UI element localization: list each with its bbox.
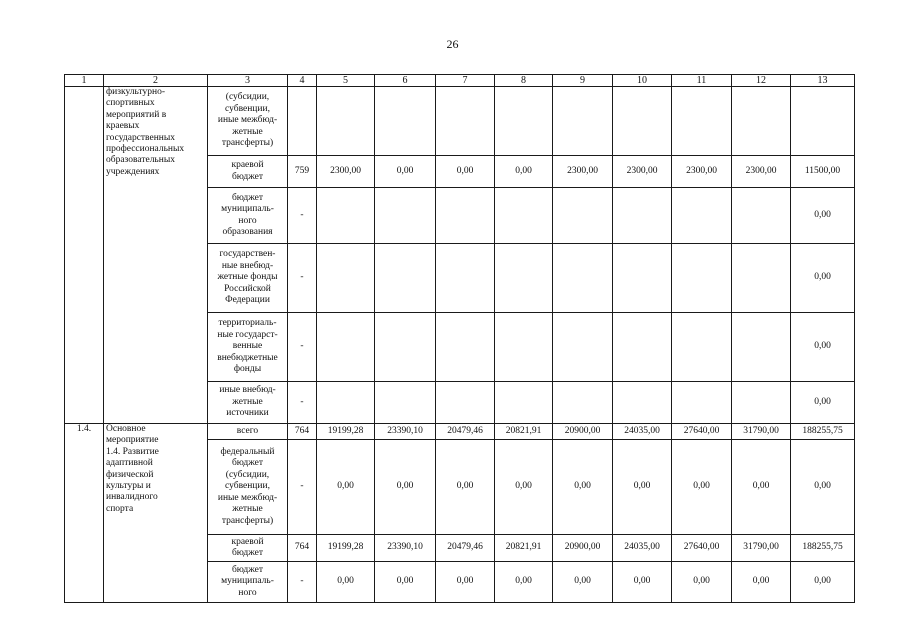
funding-source-line: краевой — [231, 160, 264, 171]
amount-cell — [495, 244, 553, 313]
amount-cell — [317, 313, 375, 382]
funding-source-line: трансферты) — [221, 138, 274, 149]
funding-source-line: всего — [236, 425, 259, 436]
measure-name-line: мероприятий в — [106, 109, 167, 120]
row-number: 1.4. — [65, 424, 104, 603]
budget-table — [64, 74, 855, 603]
amount-cell — [672, 313, 732, 382]
column-header: 1 — [65, 75, 104, 87]
funding-source-line: иные внебюд- — [219, 385, 276, 396]
amount-cell — [317, 87, 375, 156]
measure-name-line: мероприятие — [106, 435, 159, 446]
amount-cell: 0,00 — [495, 156, 553, 188]
funding-source-line: (субсидии, — [225, 469, 270, 480]
amount-cell: 0,00 — [613, 440, 672, 535]
amount-cell: 0,00 — [791, 313, 855, 382]
funding-source-line: источники — [226, 408, 269, 419]
funding-source — [208, 313, 288, 382]
grbs-code: 764 — [288, 424, 317, 440]
measure-name — [104, 424, 208, 603]
measure-name-line: физической — [106, 469, 154, 480]
amount-cell — [317, 244, 375, 313]
measure-name-line: 1.4. Развитие — [106, 446, 159, 457]
measure-name-line: культуры и — [106, 481, 151, 492]
funding-source — [208, 562, 288, 603]
column-header: 11 — [672, 75, 732, 87]
funding-source-line: Российской — [224, 283, 271, 294]
amount-cell — [791, 87, 855, 156]
funding-source-line: федеральный — [220, 447, 275, 458]
measure-name-line: профессиональных — [106, 144, 185, 155]
grbs-code: 764 — [288, 535, 317, 562]
amount-cell: 24035,00 — [613, 424, 672, 440]
column-header: 8 — [495, 75, 553, 87]
amount-cell — [613, 188, 672, 244]
amount-cell — [553, 188, 613, 244]
amount-cell — [495, 313, 553, 382]
measure-name-line: Основное — [106, 424, 146, 434]
funding-source-line: государствен- — [219, 249, 276, 260]
grbs-code: - — [288, 562, 317, 603]
funding-source-line: венные — [232, 341, 263, 352]
amount-cell — [672, 382, 732, 424]
amount-cell: 0,00 — [495, 562, 553, 603]
amount-cell: 2300,00 — [613, 156, 672, 188]
column-header: 12 — [732, 75, 791, 87]
amount-cell — [436, 244, 495, 313]
funding-source-line: трансферты) — [221, 515, 274, 526]
funding-source-line: бюджет — [231, 458, 264, 469]
amount-cell: 20821,91 — [495, 535, 553, 562]
column-header: 7 — [436, 75, 495, 87]
funding-source — [208, 424, 288, 440]
grbs-code: - — [288, 188, 317, 244]
amount-cell — [613, 244, 672, 313]
amount-cell: 0,00 — [495, 440, 553, 535]
amount-cell: 27640,00 — [672, 424, 732, 440]
amount-cell: 0,00 — [436, 156, 495, 188]
column-header: 2 — [104, 75, 208, 87]
funding-source-line: бюджет — [231, 564, 264, 575]
funding-source — [208, 156, 288, 188]
funding-source — [208, 382, 288, 424]
amount-cell — [375, 188, 436, 244]
amount-cell: 0,00 — [553, 440, 613, 535]
funding-source-line: иные межбюд- — [217, 115, 278, 126]
funding-source-line: жетные фонды — [217, 272, 278, 283]
amount-cell — [375, 87, 436, 156]
amount-cell: 188255,75 — [791, 535, 855, 562]
funding-source-line: муниципаль- — [221, 204, 274, 215]
amount-cell: 0,00 — [791, 562, 855, 603]
amount-cell: 0,00 — [791, 440, 855, 535]
amount-cell — [613, 87, 672, 156]
funding-source — [208, 440, 288, 535]
measure-name-line: спорта — [106, 503, 134, 514]
amount-cell: 0,00 — [791, 244, 855, 313]
amount-cell — [375, 313, 436, 382]
funding-source-line: ные государст- — [217, 329, 278, 340]
amount-cell — [375, 244, 436, 313]
amount-cell: 23390,10 — [375, 535, 436, 562]
amount-cell: 19199,28 — [317, 424, 375, 440]
amount-cell — [375, 382, 436, 424]
funding-source-line: бюджет — [231, 192, 264, 203]
amount-cell — [732, 313, 791, 382]
column-header: 13 — [791, 75, 855, 87]
funding-source-line: внебюджетные — [217, 352, 278, 363]
grbs-code: - — [288, 244, 317, 313]
funding-source-line: бюджет — [231, 548, 264, 558]
amount-cell — [672, 188, 732, 244]
grbs-code — [288, 87, 317, 156]
amount-cell: 20479,46 — [436, 535, 495, 562]
amount-cell — [553, 313, 613, 382]
measure-name-line: адаптивной — [106, 458, 153, 469]
funding-source — [208, 535, 288, 562]
measure-name-line: краевых — [106, 121, 140, 132]
funding-source-line: жетные — [232, 396, 263, 407]
amount-cell: 23390,10 — [375, 424, 436, 440]
amount-cell: 20821,91 — [495, 424, 553, 440]
amount-cell — [732, 382, 791, 424]
amount-cell — [613, 382, 672, 424]
amount-cell — [436, 382, 495, 424]
grbs-code: 759 — [288, 156, 317, 188]
measure-name — [104, 87, 208, 424]
amount-cell: 0,00 — [672, 440, 732, 535]
funding-source-line: иные межбюд- — [217, 492, 278, 503]
column-header: 4 — [288, 75, 317, 87]
amount-cell: 19199,28 — [317, 535, 375, 562]
amount-cell — [672, 87, 732, 156]
column-header: 10 — [613, 75, 672, 87]
funding-source — [208, 244, 288, 313]
amount-cell: 2300,00 — [732, 156, 791, 188]
amount-cell: 20900,00 — [553, 424, 613, 440]
amount-cell: 24035,00 — [613, 535, 672, 562]
column-header: 3 — [208, 75, 288, 87]
amount-cell — [495, 87, 553, 156]
amount-cell — [317, 382, 375, 424]
amount-cell: 188255,75 — [791, 424, 855, 440]
amount-cell — [436, 313, 495, 382]
measure-name-line: образовательных — [106, 155, 175, 166]
funding-source-line: краевой — [231, 536, 264, 547]
amount-cell: 11500,00 — [791, 156, 855, 188]
grbs-code: - — [288, 440, 317, 535]
amount-cell: 31790,00 — [732, 424, 791, 440]
page-number: 26 — [446, 37, 459, 51]
amount-cell: 0,00 — [375, 440, 436, 535]
column-header: 9 — [553, 75, 613, 87]
measure-name-line: физкультурно- — [106, 87, 166, 97]
amount-cell — [436, 87, 495, 156]
amount-cell: 0,00 — [553, 562, 613, 603]
measure-name-line: учреждениях — [106, 166, 160, 177]
grbs-code: - — [288, 382, 317, 424]
amount-cell: 0,00 — [732, 562, 791, 603]
funding-source — [208, 188, 288, 244]
amount-cell — [732, 244, 791, 313]
amount-cell: 2300,00 — [672, 156, 732, 188]
funding-source-line: (субсидии, — [225, 92, 270, 103]
amount-cell — [672, 244, 732, 313]
funding-source — [208, 87, 288, 156]
funding-source-line: жетные — [232, 504, 263, 515]
header-row — [65, 75, 855, 87]
grbs-code: - — [288, 313, 317, 382]
amount-cell: 0,00 — [436, 440, 495, 535]
amount-cell — [732, 87, 791, 156]
amount-cell: 2300,00 — [317, 156, 375, 188]
amount-cell: 0,00 — [613, 562, 672, 603]
amount-cell: 0,00 — [375, 562, 436, 603]
measure-name-line: инвалидного — [106, 492, 158, 503]
funding-source-line: фонды — [233, 364, 262, 375]
amount-cell: 0,00 — [317, 440, 375, 535]
amount-cell: 0,00 — [791, 382, 855, 424]
funding-source-line: жетные — [232, 126, 263, 137]
funding-source-line: территориаль- — [218, 318, 277, 329]
amount-cell — [317, 188, 375, 244]
amount-cell — [495, 382, 553, 424]
amount-cell: 27640,00 — [672, 535, 732, 562]
table-row — [65, 424, 855, 440]
amount-cell: 0,00 — [672, 562, 732, 603]
measure-name-line: спортивных — [106, 98, 155, 109]
funding-source-line: бюджет — [231, 171, 264, 182]
column-header: 6 — [375, 75, 436, 87]
amount-cell: 0,00 — [732, 440, 791, 535]
amount-cell — [436, 188, 495, 244]
amount-cell — [732, 188, 791, 244]
amount-cell — [495, 188, 553, 244]
amount-cell: 20479,46 — [436, 424, 495, 440]
amount-cell: 0,00 — [375, 156, 436, 188]
row-number — [65, 87, 104, 424]
amount-cell — [553, 244, 613, 313]
funding-source-line: образования — [222, 226, 273, 237]
measure-name-line: государственных — [106, 132, 176, 143]
amount-cell — [553, 87, 613, 156]
column-header: 5 — [317, 75, 375, 87]
amount-cell: 0,00 — [436, 562, 495, 603]
amount-cell: 0,00 — [791, 188, 855, 244]
funding-source-line: субвенции, — [225, 103, 270, 114]
amount-cell — [613, 313, 672, 382]
funding-source-line: ные внебюд- — [221, 260, 274, 271]
funding-source-line: ного — [238, 215, 257, 226]
amount-cell: 2300,00 — [553, 156, 613, 188]
funding-source-line: Федерации — [225, 295, 270, 306]
funding-source-line: ного — [238, 587, 257, 598]
funding-source-line: субвенции, — [225, 481, 270, 492]
table-row — [65, 87, 855, 156]
funding-source-line: муниципаль- — [221, 576, 274, 587]
amount-cell: 0,00 — [317, 562, 375, 603]
amount-cell — [553, 382, 613, 424]
amount-cell: 31790,00 — [732, 535, 791, 562]
amount-cell: 20900,00 — [553, 535, 613, 562]
